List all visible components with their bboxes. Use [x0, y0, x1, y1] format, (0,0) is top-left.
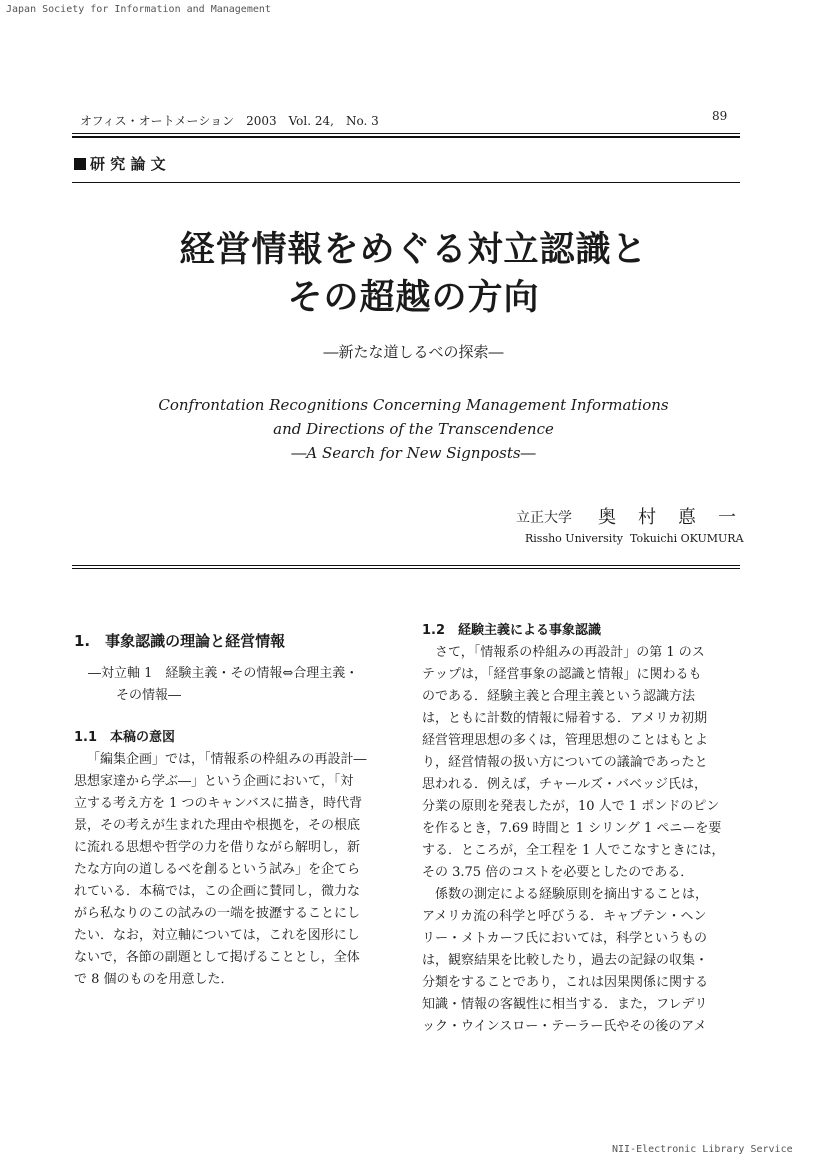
- paper-title-line2: その超越の方向: [287, 277, 540, 318]
- text-line: 立する考え方を 1 つのキャンバスに描き，時代背: [74, 796, 363, 811]
- category-label: [74, 153, 166, 174]
- section1-2-paragraph: [422, 642, 742, 1038]
- english-title-line3: ―A Search for New Signposts―: [291, 444, 536, 462]
- society-label: Japan Society for Information and Management: [6, 4, 271, 15]
- text-line: 「編集企画」では，「情報系の枠組みの再設計―: [87, 752, 367, 767]
- page-number: 89: [712, 109, 728, 123]
- text-line: 景，その考えが生まれた理由や根拠を，その根底: [74, 818, 361, 833]
- text-line: アメリカ流の科学と呼びうる．キャプテン・ヘン: [422, 909, 707, 924]
- text-line: 係数の測定による経験原則を摘出することは，: [435, 887, 709, 902]
- section1-1-paragraph: [74, 749, 394, 991]
- header-rule-thick: [72, 136, 740, 138]
- black-square-icon: [74, 158, 86, 170]
- author-affiliation-en: Rissho University: [525, 532, 623, 545]
- text-line: 思われる．例えば，チャールズ・バベッジ氏は，: [422, 777, 707, 792]
- english-title-line1: Confrontation Recognitions Concerning Management Informations: [158, 396, 669, 414]
- text-line: に流れる思想や哲学の力を借りながら解明し，新: [74, 840, 361, 855]
- section1-subheading-line2: その情報―: [116, 688, 182, 703]
- text-line: り，経営情報の扱い方についての議論であったと: [422, 755, 708, 770]
- text-line: は，ともに計数的情報に帰着する．アメリカ初期: [422, 711, 708, 726]
- text-line: リー・メトカーフ氏においては，科学というもの: [422, 931, 707, 946]
- section1-2-heading: 1.2 経験主義による事象認識: [422, 623, 602, 638]
- category-rule: [72, 182, 740, 183]
- author-affiliation-ja: 立正大学: [516, 510, 572, 526]
- text-line: その 3.75 倍のコストを必要としたのである．: [422, 865, 694, 880]
- text-line: を作るとき，7.69 時間と 1 シリング 1 ペニーを要: [422, 821, 722, 836]
- text-line: 分業の原則を発表したが，10 人で 1 ポンドのピン: [422, 799, 720, 814]
- text-line: は，観察結果を比較したり，過去の記録の収集・: [422, 953, 709, 968]
- english-title-line2: and Directions of the Transcendence: [273, 420, 554, 438]
- header-rule-thin: [72, 133, 740, 134]
- text-line: がら私なりのこの試みの一端を披瀝することにし: [74, 906, 361, 921]
- author-rule-thin: [72, 565, 740, 566]
- text-line: する．ところが，全工程を 1 人でこなすときには，: [422, 843, 725, 858]
- author-name-en: Tokuichi OKUMURA: [630, 532, 744, 545]
- text-line: 思想家達から学ぶ―」という企画において，「対: [74, 774, 354, 789]
- left-column: [74, 630, 394, 991]
- author-rule-thin2: [72, 568, 740, 569]
- text-line: 経営管理思想の多くは，管理思想のことはもとよ: [422, 733, 709, 748]
- section1-1-heading: 1.1 本稿の意図: [74, 730, 176, 745]
- text-line: 知識・情報の客観性に相当する．また，フレデリ: [422, 997, 708, 1012]
- text-line: のである．経験主義と合理主義という認識方法: [422, 689, 696, 704]
- footer-label: NII-Electronic Library Service: [612, 1144, 793, 1155]
- section1-subheading-line1: ―対立軸 1 経験主義・その情報⇔合理主義・: [88, 666, 359, 681]
- text-line: 分類をすることであり，これは因果関係に関する: [422, 975, 709, 990]
- running-header-journal: オフィス・オートメーション 2003 Vol. 24, No. 3: [80, 114, 379, 128]
- right-column: [422, 620, 742, 1038]
- text-line: さて，「情報系の枠組みの再設計」の第 1 のス: [435, 645, 705, 660]
- author-name-ja: 奥 村 悳 一: [598, 507, 738, 528]
- category-text: 研 究 論 文: [90, 155, 166, 173]
- text-line: れている．本稿では，この企画に賛同し，微力な: [74, 884, 361, 899]
- paper-title-line1: 経営情報をめぐる対立認識と: [179, 229, 648, 270]
- text-line: たい．なお，対立軸については，これを図形にし: [74, 928, 360, 943]
- text-line: たな方向の道しるべを創るという試み」を企てら: [74, 862, 361, 877]
- paper-subtitle: ―新たな道しるべの探索―: [323, 343, 504, 361]
- text-line: ないで，各節の副題として掲げることとし，全体: [74, 950, 360, 965]
- text-line: ック・ウインスロー・テーラー氏やその後のアメ: [422, 1019, 707, 1034]
- section1-heading: 1. 事象認識の理論と経営情報: [74, 632, 286, 650]
- text-line: テップは，「経営事象の認識と情報」に関わるも: [422, 667, 702, 682]
- text-line: で 8 個のものを用意した．: [74, 972, 234, 987]
